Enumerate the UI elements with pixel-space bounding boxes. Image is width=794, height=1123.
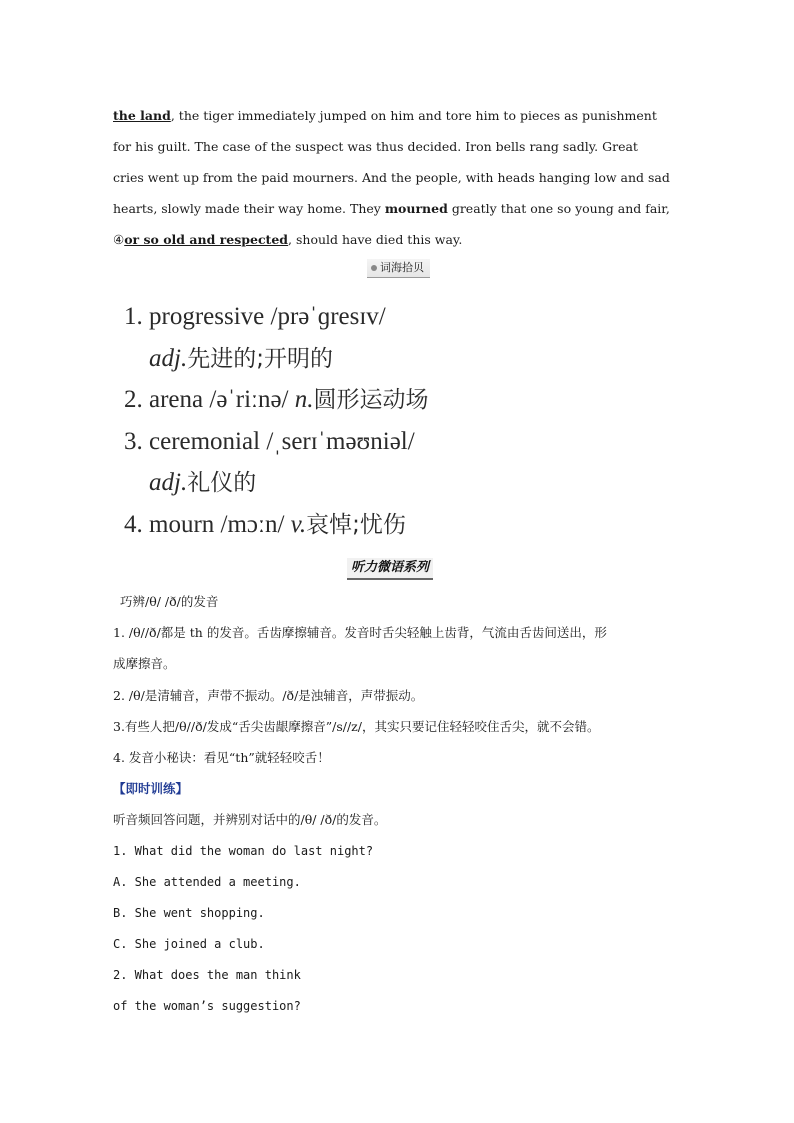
vocab-section-badge (367, 259, 430, 278)
story-passage (113, 100, 683, 255)
vocab-part-of-speech: n. (294, 386, 314, 413)
vocabulary-list (124, 296, 684, 545)
vocab-row (124, 421, 684, 463)
vocab-row (124, 504, 684, 546)
vocab-phonetic: /mɔːn/ (220, 510, 285, 538)
vocab-row (124, 462, 684, 504)
vocab-number: 3. (124, 427, 143, 455)
vocab-definition: 圆形运动场 (313, 387, 429, 413)
vocab-phonetic: /ˌserɪˈməʊniəl/ (266, 427, 415, 455)
question-line: 2. What does the man think (113, 968, 301, 983)
point-line: 成摩擦音。 (113, 656, 176, 672)
question-line: 1. What did the woman do last night? (113, 843, 374, 858)
practice-label: 【即时训练】 (113, 781, 189, 797)
vocab-word: arena (149, 386, 204, 413)
passage-text: ④ (113, 232, 125, 247)
passage-line (113, 193, 683, 224)
vocab-row (124, 338, 684, 380)
point-line: 3.有些人把/θ//ð/发成“舌尖齿龈摩擦音”/s//z/，其实只要记住轻轻咬住舌尖，就不会错。 (113, 718, 600, 734)
point-line: 4. 发音小秘诀：看见“th”就轻轻咬舌！ (113, 749, 330, 765)
listening-title: 巧辨/θ/ /ð/的发音 (120, 594, 219, 609)
vocab-word: progressive (149, 303, 265, 330)
vocab-part-of-speech: v. (290, 510, 307, 538)
passage-text: for his guilt. The case of the suspect was thus decided. Iron bells rang sadly. Great (113, 139, 638, 154)
point-line: 2. /θ/是清辅音，声带不振动。/ð/是浊辅音，声带振动。 (113, 687, 424, 703)
vocab-word: ceremonial (149, 427, 261, 455)
vocab-badge-label: 词海拾贝 (380, 261, 424, 274)
listening-section (113, 586, 688, 1023)
bold-word: mourned (384, 201, 448, 216)
vocab-row (124, 296, 684, 338)
passage-line (113, 224, 683, 255)
vocab-number: 1. (124, 303, 143, 330)
option-line: B. She went shopping. (113, 905, 265, 920)
vocab-definition: 先进的;开明的 (187, 345, 333, 372)
point-line: 1. /θ//ð/都是 th 的发音。舌齿摩擦辅音。发音时舌尖轻触上齿背，气流由舌齿间送出，形 (113, 625, 607, 641)
passage-text: hearts, slowly made their way home. They (113, 201, 385, 216)
option-line: A. She attended a meeting. (113, 874, 301, 889)
underlined-phrase: the land (113, 108, 171, 123)
passage-line (113, 131, 683, 162)
option-line: C. She joined a club. (113, 937, 265, 952)
question-line: of the woman’s suggestion? (113, 999, 301, 1014)
passage-text: , the tiger immediately jumped on him and tore him to pieces as punishment (170, 108, 657, 123)
vocab-definition: 哀悼;忧伤 (306, 511, 406, 538)
passage-line (113, 100, 683, 131)
series-banner: 听力微语系列 (347, 558, 433, 580)
vocab-number: 4. (124, 510, 143, 538)
passage-text: greatly that one so young and fair, (447, 201, 670, 216)
vocab-number: 2. (124, 386, 143, 413)
passage-text: cries went up from the paid mourners. And the people, with heads hanging low and sad (113, 170, 670, 185)
vocab-phonetic: /prəˈɡresɪv/ (270, 303, 386, 330)
practice-instruction: 听音频回答问题，并辨别对话中的/θ/ /ð/的发音。 (113, 812, 387, 828)
bullet-icon (371, 265, 377, 271)
vocab-word: mourn (149, 510, 215, 538)
vocab-part-of-speech: adj. (149, 469, 188, 496)
passage-line (113, 162, 683, 193)
underlined-phrase: or so old and respected (124, 232, 289, 247)
passage-text: , should have died this way. (288, 232, 463, 247)
vocab-part-of-speech: adj. (149, 344, 188, 372)
vocab-definition: 礼仪的 (187, 470, 257, 496)
vocab-row (124, 379, 684, 421)
vocab-phonetic: /əˈriːnə/ (209, 386, 289, 413)
